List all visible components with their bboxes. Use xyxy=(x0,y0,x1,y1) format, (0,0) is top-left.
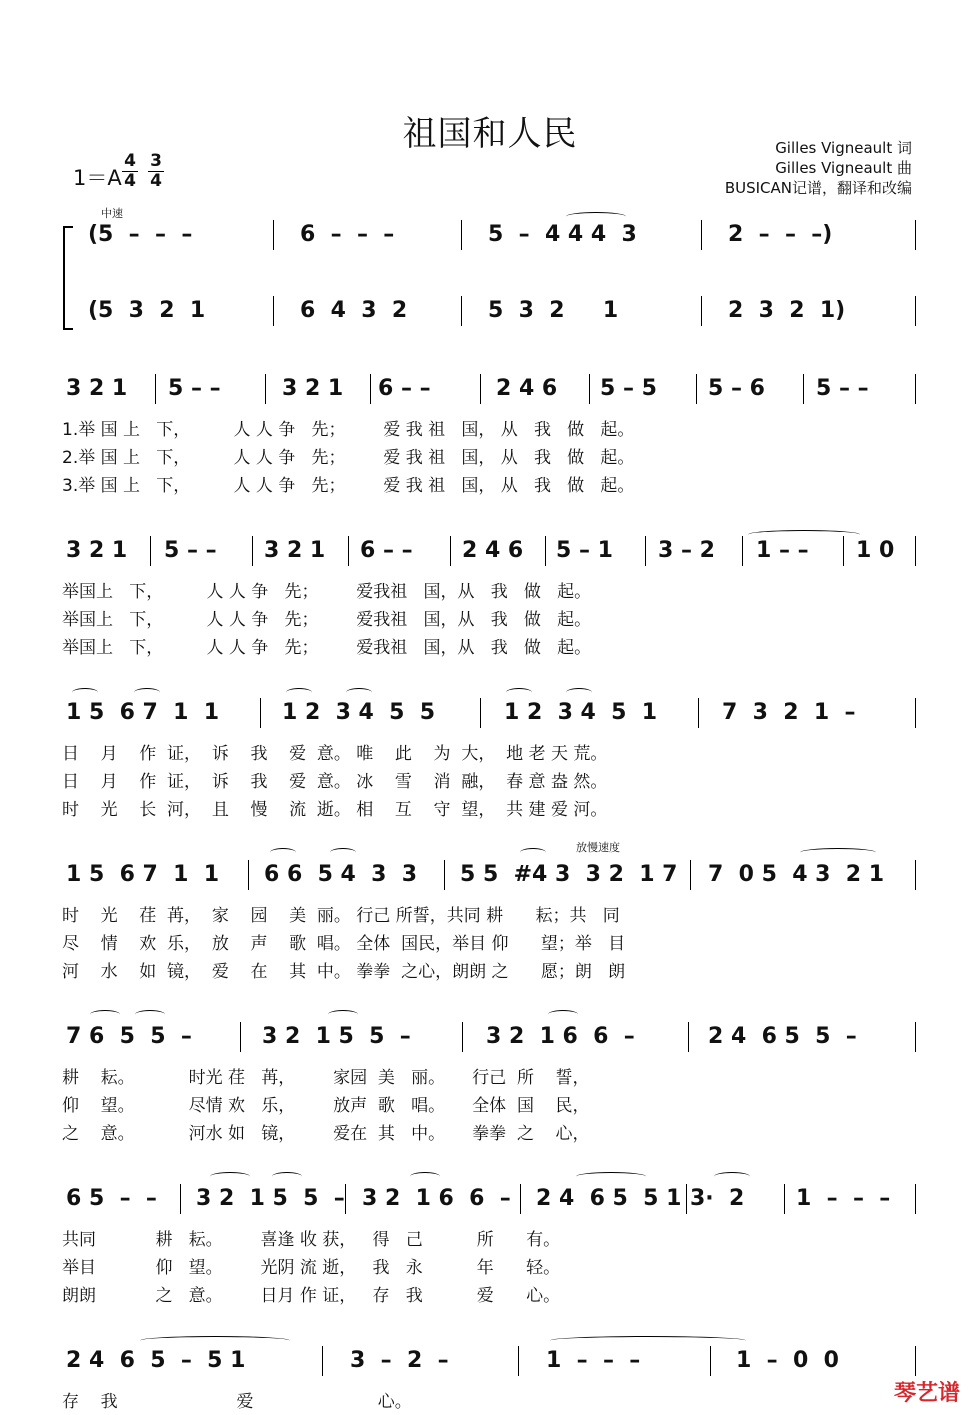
slur-arc xyxy=(550,1336,746,1345)
measure: 7 3 2 1 – xyxy=(722,700,856,725)
slur-arc xyxy=(72,688,98,697)
lyric-line: 举国上 下， 人 人 争 先； 爱我祖 国，从 我 做 起。 xyxy=(62,582,592,602)
barline xyxy=(915,1184,916,1214)
barline xyxy=(803,374,804,404)
key-signature: 1＝A xyxy=(73,166,122,190)
lyric-line: 3.举 国 上 下， 人 人 争 先； 爱 我 祖 国， 从 我 做 起。 xyxy=(62,476,635,496)
barline xyxy=(696,374,697,404)
lyric-line: 时 光 荏 苒， 家 园 美 丽。 行己 所誓，共同 耕 耘；共 同 xyxy=(62,906,620,926)
barline xyxy=(915,698,916,728)
barline xyxy=(915,374,916,404)
slur-arc xyxy=(210,1172,250,1181)
measure: 6 6 5 4 3 3 xyxy=(264,862,418,887)
lyric-line: 1.举 国 上 下， 人 人 争 先； 爱 我 祖 国， 从 我 做 起。 xyxy=(62,420,635,440)
song-title: 祖国和人民 xyxy=(402,114,578,154)
barline xyxy=(150,536,151,566)
measure: 3 2 1 5 5 – xyxy=(262,1024,411,1049)
lyric-line: 举国上 下， 人 人 争 先； 爱我祖 国，从 我 做 起。 xyxy=(62,638,592,658)
measure: 5 3 2 1 xyxy=(488,298,619,323)
barline xyxy=(260,698,261,728)
credits xyxy=(725,138,912,198)
slur-arc xyxy=(330,848,356,857)
lyric-line: 朗朗 之 意。 日月 作 证， 存 我 爱 心。 xyxy=(62,1286,561,1306)
measure: 3 2 1 xyxy=(66,376,128,401)
lyric-line: 日 月 作 证， 诉 我 爱 意。 冰 雪 消 融， 春 意 盎 然。 xyxy=(62,772,608,792)
measure: 3 – 2 – xyxy=(350,1348,449,1373)
barline xyxy=(915,1346,916,1376)
tempo-change-marking: 放慢速度 xyxy=(576,841,620,854)
lyric-line: 举国上 下， 人 人 争 先； 爱我祖 国，从 我 做 起。 xyxy=(62,610,592,630)
measure: 6 – – xyxy=(378,376,431,401)
measure: 5 – – xyxy=(816,376,869,401)
measure: 1 5 6 7 1 1 xyxy=(66,862,220,887)
measure: 3 2 1 6 6 – xyxy=(486,1024,635,1049)
barline xyxy=(915,1022,916,1052)
lyric-line: 2.举 国 上 下， 人 人 争 先； 爱 我 祖 国， 从 我 做 起。 xyxy=(62,448,635,468)
barline xyxy=(322,1346,323,1376)
measure: 6 – – xyxy=(360,538,413,563)
measure: 5 – 4 4 4 3 xyxy=(488,222,637,247)
barline xyxy=(252,536,253,566)
barline xyxy=(444,860,445,890)
slur-arc xyxy=(714,1172,750,1181)
slur-arc xyxy=(346,688,372,697)
barline xyxy=(686,1184,687,1214)
measure: 3 2 1 5 5 – xyxy=(196,1186,345,1211)
slur-arc xyxy=(566,212,626,221)
slur-arc xyxy=(90,1010,120,1019)
barline xyxy=(265,374,266,404)
barline xyxy=(701,220,702,250)
arranger-credit: BUSICAN记谱，翻译和改编 xyxy=(724,179,912,197)
measure: 3 2 1 xyxy=(282,376,344,401)
slur-arc xyxy=(286,688,312,697)
slur-arc xyxy=(800,848,876,857)
measure: 3· 2 xyxy=(690,1186,745,1211)
lyric-line: 河 水 如 镜， 爱 在 其 中。 拳拳 之心，朗朗 之 愿；朗 朗 xyxy=(62,962,626,982)
barline xyxy=(915,296,916,326)
measure: 3 2 1 xyxy=(264,538,326,563)
measure: 2 4 6 5 – 5 1 xyxy=(66,1348,246,1373)
lyric-line: 仰 望。 尽情 欢 乐， 放声 歌 唱。 全体 国 民， xyxy=(62,1096,590,1116)
barline xyxy=(180,1184,181,1214)
lyric-line: 日 月 作 证， 诉 我 爱 意。 唯 此 为 大， 地 老 天 荒。 xyxy=(62,744,608,764)
measure: 7 6 5 5 – xyxy=(66,1024,192,1049)
measure: 1 – – – xyxy=(796,1186,891,1211)
barline xyxy=(742,536,743,566)
barline xyxy=(784,1184,785,1214)
measure: 6 5 – – xyxy=(66,1186,157,1211)
barline xyxy=(461,296,462,326)
lyric-line: 举目 仰 望。 光阴 流 逝， 我 永 年 轻。 xyxy=(62,1258,561,1278)
barline xyxy=(710,1346,711,1376)
barline xyxy=(915,536,916,566)
measure: 5 – 6 xyxy=(708,376,765,401)
time-signature-2: 3 4 xyxy=(148,152,164,191)
barline xyxy=(688,1022,689,1052)
measure: 5 5 #4 3 3 2 1 7 xyxy=(460,862,678,887)
measure: (5 3 2 1 xyxy=(88,298,206,323)
slur-arc xyxy=(576,1172,646,1181)
barline xyxy=(589,374,590,404)
barline xyxy=(480,374,481,404)
barline xyxy=(843,536,844,566)
slur-arc xyxy=(566,688,592,697)
measure: 2 4 6 5 5 – xyxy=(708,1024,857,1049)
lyric-line: 耕 耘。 时光 荏 苒， 家园 美 丽。 行己 所 誓， xyxy=(62,1068,590,1088)
composer-credit: Gilles Vigneault 曲 xyxy=(775,159,912,177)
barline xyxy=(461,220,462,250)
slur-arc xyxy=(748,530,860,539)
slur-arc xyxy=(140,1336,290,1345)
lyric-line: 之 意。 河水 如 镜， 爱在 其 中。 拳拳 之 心， xyxy=(62,1124,590,1144)
measure: (5 – – – xyxy=(88,222,193,247)
measure: 1 – – – xyxy=(546,1348,641,1373)
barline xyxy=(915,860,916,890)
measure: 5 – – xyxy=(168,376,221,401)
lyricist-credit: Gilles Vigneault 词 xyxy=(775,139,912,157)
slur-arc xyxy=(270,848,296,857)
barline xyxy=(370,374,371,404)
measure: 2 – – –) xyxy=(728,222,833,247)
slur-arc xyxy=(548,1010,578,1019)
lyric-line: 尽 情 欢 乐， 放 声 歌 唱。 全体 国民，举目 仰 望；举 目 xyxy=(62,934,626,954)
slur-arc xyxy=(135,1010,165,1019)
lyric-line: 共同 耕 耘。 喜逢 收 获， 得 己 所 有。 xyxy=(62,1230,561,1250)
measure: 3 2 1 6 6 – xyxy=(362,1186,511,1211)
barline xyxy=(155,374,156,404)
barline xyxy=(240,1022,241,1052)
measure: 2 4 6 xyxy=(496,376,558,401)
slur-arc xyxy=(410,1172,440,1181)
measure: 1 2 3 4 5 5 xyxy=(282,700,436,725)
measure: 3 – 2 xyxy=(658,538,715,563)
barline xyxy=(273,296,274,326)
barline xyxy=(248,860,249,890)
barline xyxy=(915,220,916,250)
measure: 1 – – xyxy=(756,538,809,563)
measure: 2 4 6 5 5 1 xyxy=(536,1186,682,1211)
measure: 6 4 3 2 xyxy=(300,298,408,323)
tempo-marking: 中速 xyxy=(101,207,123,220)
site-logo: 琴艺谱 xyxy=(893,1381,960,1406)
measure: 1 2 3 4 5 1 xyxy=(504,700,658,725)
barline xyxy=(462,1022,463,1052)
slur-arc xyxy=(506,688,532,697)
measure: 5 – 1 xyxy=(556,538,613,563)
barline xyxy=(450,536,451,566)
measure: 1 0 xyxy=(856,538,895,563)
barline xyxy=(520,1184,521,1214)
slur-arc xyxy=(520,848,546,857)
measure: 2 3 2 1) xyxy=(728,298,846,323)
barline xyxy=(645,536,646,566)
measure: 1 – 0 0 xyxy=(736,1348,839,1373)
barline xyxy=(690,860,691,890)
lyric-line: 存 我 爱 心。 xyxy=(62,1392,412,1412)
barline xyxy=(345,1184,346,1214)
measure: 7 0 5 4 3 2 1 xyxy=(708,862,885,887)
measure: 5 – – xyxy=(164,538,217,563)
barline xyxy=(480,698,481,728)
measure: 5 – 5 xyxy=(600,376,657,401)
time-signature-1: 4 4 xyxy=(122,152,138,191)
slur-arc xyxy=(134,688,160,697)
slur-arc xyxy=(272,1172,302,1181)
barline xyxy=(518,1346,519,1376)
measure: 1 5 6 7 1 1 xyxy=(66,700,220,725)
system-bracket xyxy=(63,226,73,330)
measure: 3 2 1 xyxy=(66,538,128,563)
measure: 6 – – – xyxy=(300,222,395,247)
measure: 2 4 6 xyxy=(462,538,524,563)
slur-arc xyxy=(328,1010,358,1019)
lyric-line: 时 光 长 河， 且 慢 流 逝。 相 互 守 望， 共 建 爱 河。 xyxy=(62,800,608,820)
barline xyxy=(701,296,702,326)
barline xyxy=(545,536,546,566)
barline xyxy=(348,536,349,566)
barline xyxy=(273,220,274,250)
barline xyxy=(698,698,699,728)
